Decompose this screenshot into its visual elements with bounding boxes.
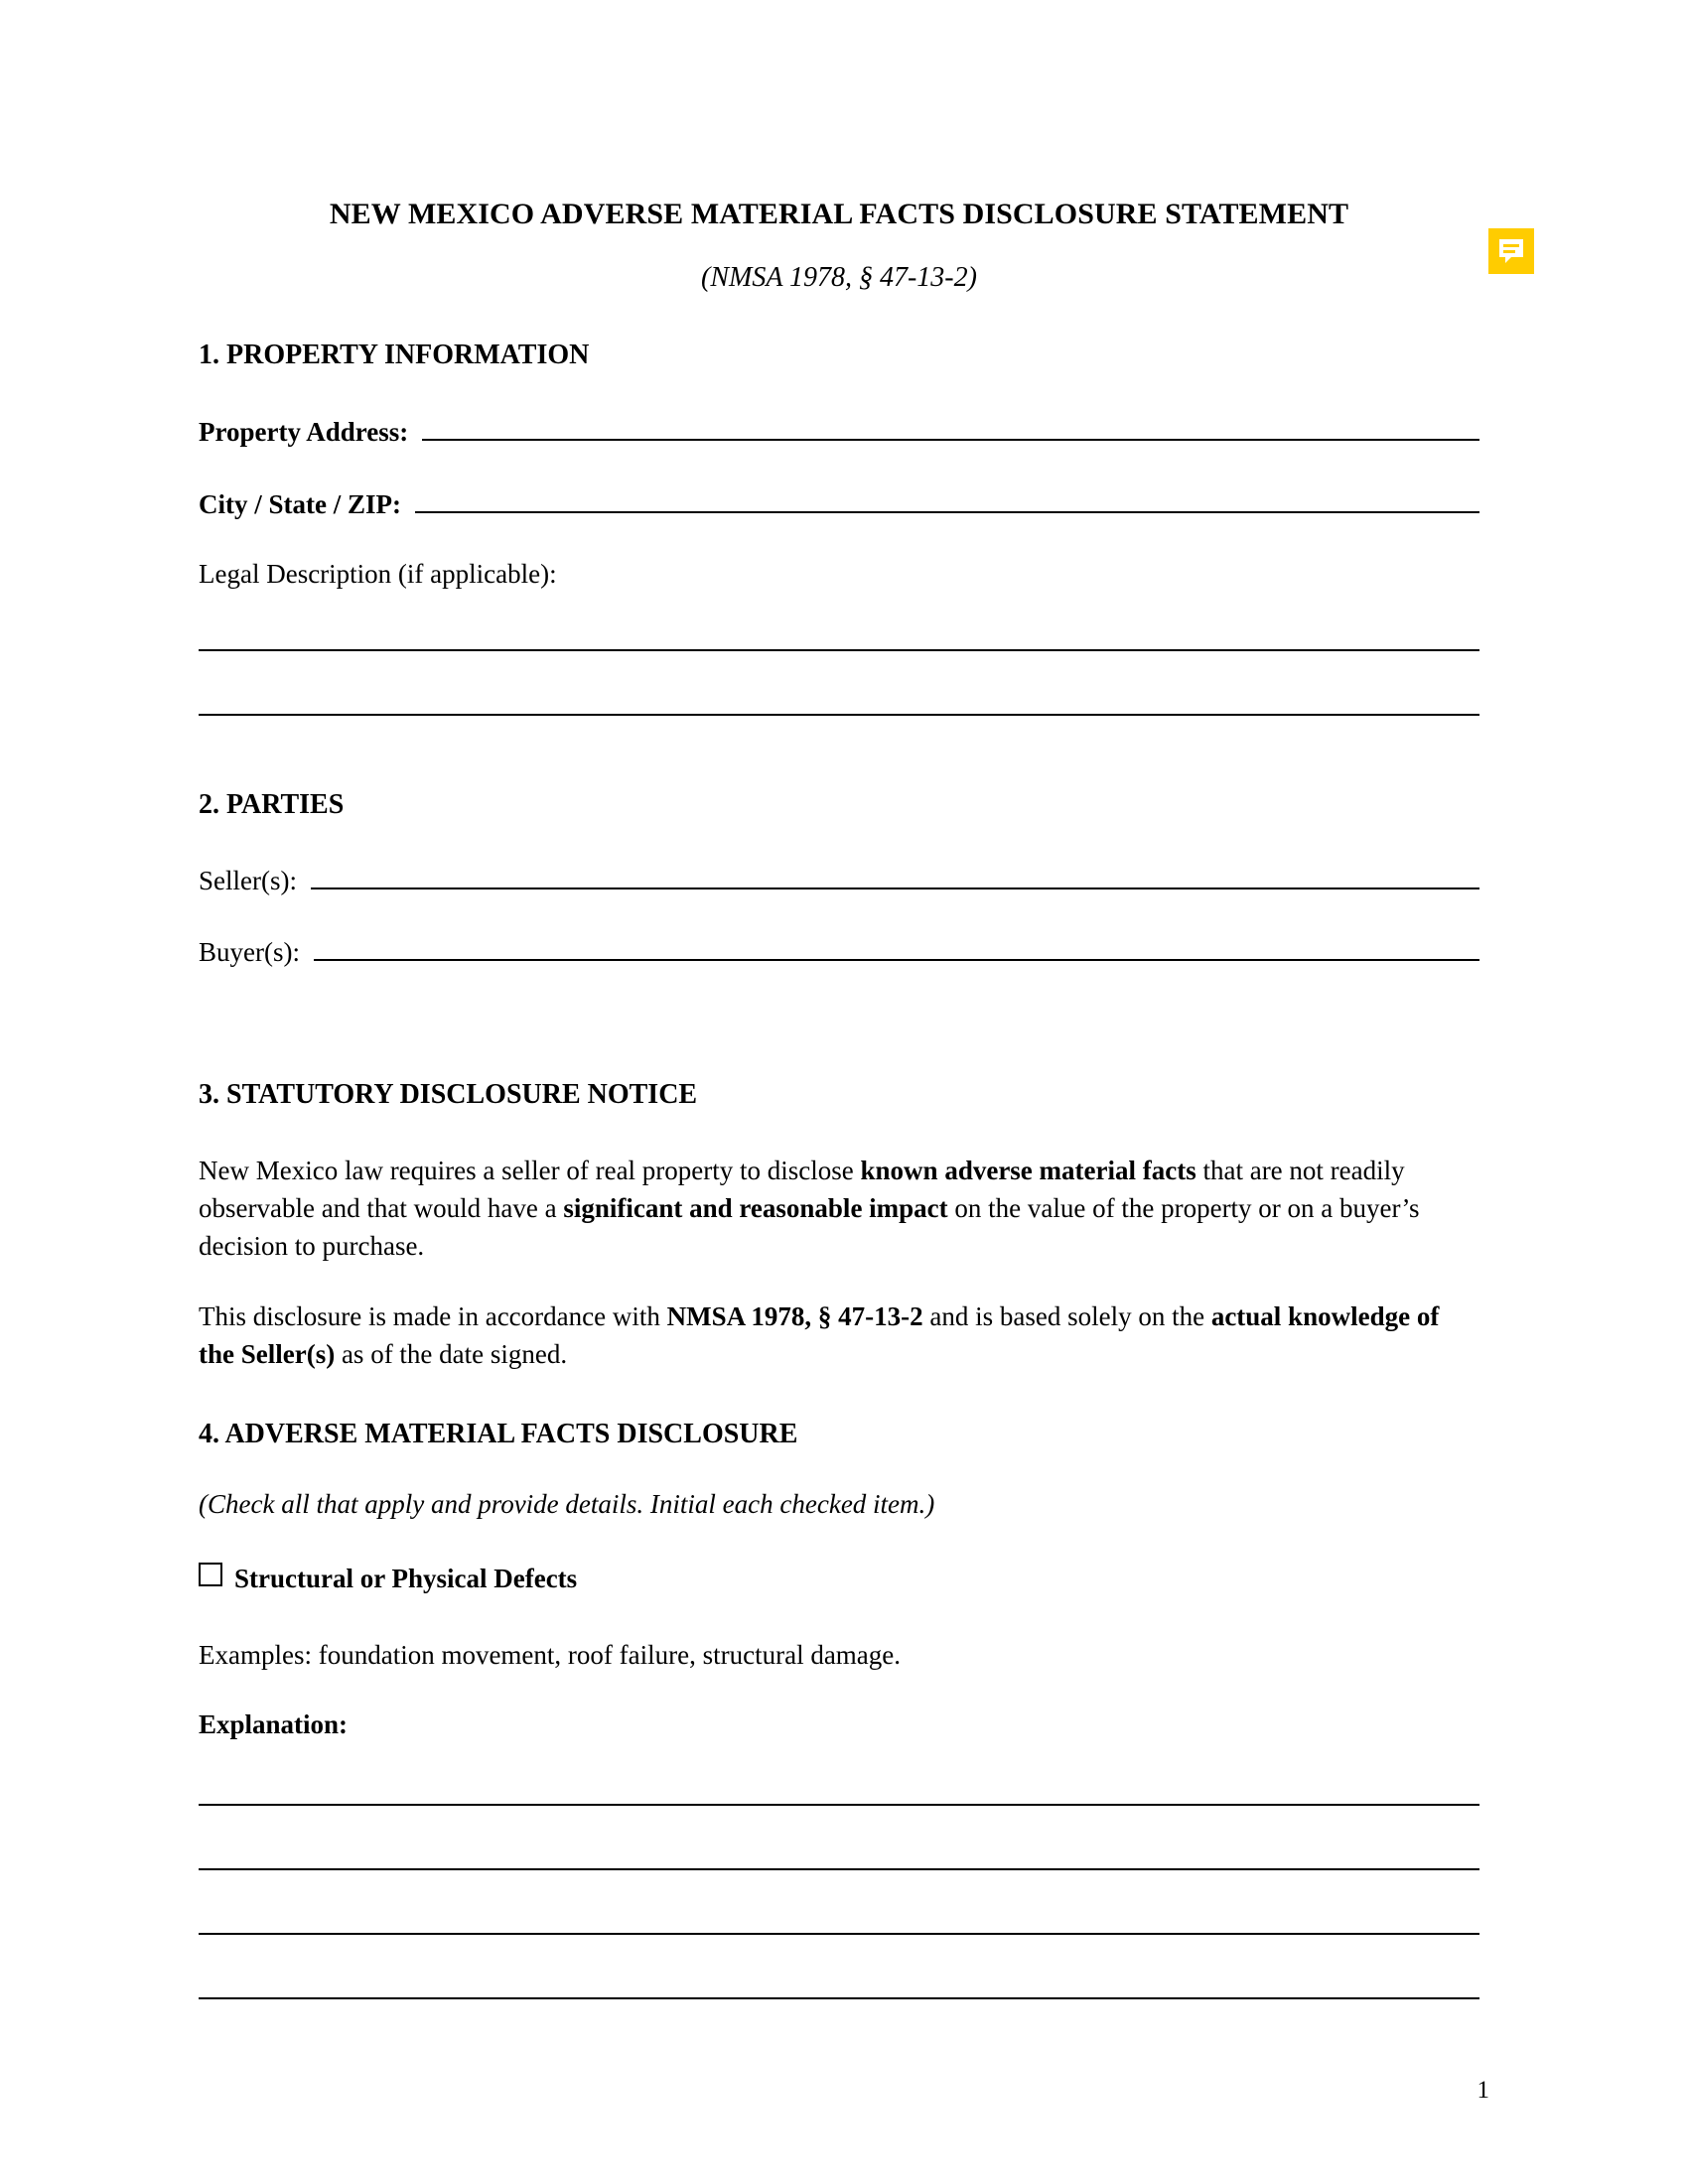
statutory-p1-text-2: that are not readily observable and that would have a bbox=[199, 1155, 1405, 1223]
legal-description-lines bbox=[199, 592, 1479, 716]
statutory-p1-bold-1: known adverse material facts bbox=[860, 1155, 1196, 1185]
statutory-p2-bold-2: actual knowledge of the Seller(s) bbox=[199, 1300, 1440, 1369]
page-number: 1 bbox=[1477, 2077, 1489, 2104]
checkbox-item-structural-defects[interactable] bbox=[199, 1522, 1479, 1596]
adverse-facts-instruction: (Check all that apply and provide details. Initial each checked item.) bbox=[199, 1488, 935, 1519]
city-state-zip-row bbox=[199, 450, 1479, 521]
statutory-p2-text-2: and is based solely on the bbox=[922, 1300, 1211, 1331]
checkbox-item-label: Structural or Physical Defects bbox=[234, 1563, 578, 1593]
statutory-p1-bold-2: significant and reasonable impact bbox=[563, 1192, 948, 1223]
explanation-line-1[interactable] bbox=[199, 1804, 1479, 1806]
page-subtitle: (NMSA 1978, § 47-13-2) bbox=[701, 261, 977, 293]
legal-description-label: Legal Description (if applicable): bbox=[199, 558, 557, 589]
document-body bbox=[199, 0, 1479, 1999]
checkbox-icon[interactable] bbox=[199, 1563, 222, 1586]
section-heading-parties: 2. PARTIES bbox=[199, 788, 345, 820]
explanation-line-3[interactable] bbox=[199, 1933, 1479, 1935]
property-address-label: Property Address: bbox=[199, 417, 409, 448]
explanation-label: Explanation: bbox=[199, 1708, 349, 1739]
statutory-p1-text-1: New Mexico law requires a seller of real property to disclose bbox=[199, 1155, 861, 1185]
statutory-p2-text-3: as of the date signed. bbox=[335, 1338, 568, 1369]
buyer-row bbox=[199, 898, 1479, 970]
legal-description-line-1[interactable] bbox=[199, 649, 1479, 651]
buyer-input[interactable] bbox=[314, 931, 1479, 961]
city-state-zip-input[interactable] bbox=[415, 482, 1479, 512]
seller-input[interactable] bbox=[311, 859, 1479, 888]
explanation-line-4[interactable] bbox=[199, 1997, 1479, 1999]
explanation-line-2[interactable] bbox=[199, 1868, 1479, 1870]
page-title: NEW MEXICO ADVERSE MATERIAL FACTS DISCLOSURE STATEMENT bbox=[329, 198, 1349, 230]
property-address-input[interactable] bbox=[422, 411, 1479, 441]
city-state-zip-label: City / State / ZIP: bbox=[199, 488, 401, 519]
property-address-row bbox=[199, 373, 1479, 450]
statutory-paragraph-2 bbox=[199, 1266, 1479, 1374]
section-heading-adverse-material-facts: 4. ADVERSE MATERIAL FACTS DISCLOSURE bbox=[199, 1419, 798, 1450]
section-heading-property-information: 1. PROPERTY INFORMATION bbox=[199, 339, 590, 370]
seller-label: Seller(s): bbox=[199, 865, 297, 895]
statutory-p2-bold-1: NMSA 1978, § 47-13-2 bbox=[666, 1300, 923, 1331]
structural-defects-examples: Examples: foundation movement, roof failure, structural damage. bbox=[199, 1639, 902, 1670]
explanation-lines bbox=[199, 1742, 1479, 1999]
statutory-p1-text-3: on the value of the property or on a buyer’s decision to purchase. bbox=[199, 1192, 1420, 1262]
statutory-p2-text-1: This disclosure is made in accordance with bbox=[199, 1300, 667, 1331]
comment-icon[interactable] bbox=[1488, 228, 1534, 274]
section-heading-statutory-disclosure-notice: 3. STATUTORY DISCLOSURE NOTICE bbox=[199, 1079, 698, 1111]
seller-row bbox=[199, 823, 1479, 897]
statutory-paragraph-1 bbox=[199, 1114, 1479, 1266]
buyer-label: Buyer(s): bbox=[199, 937, 300, 968]
